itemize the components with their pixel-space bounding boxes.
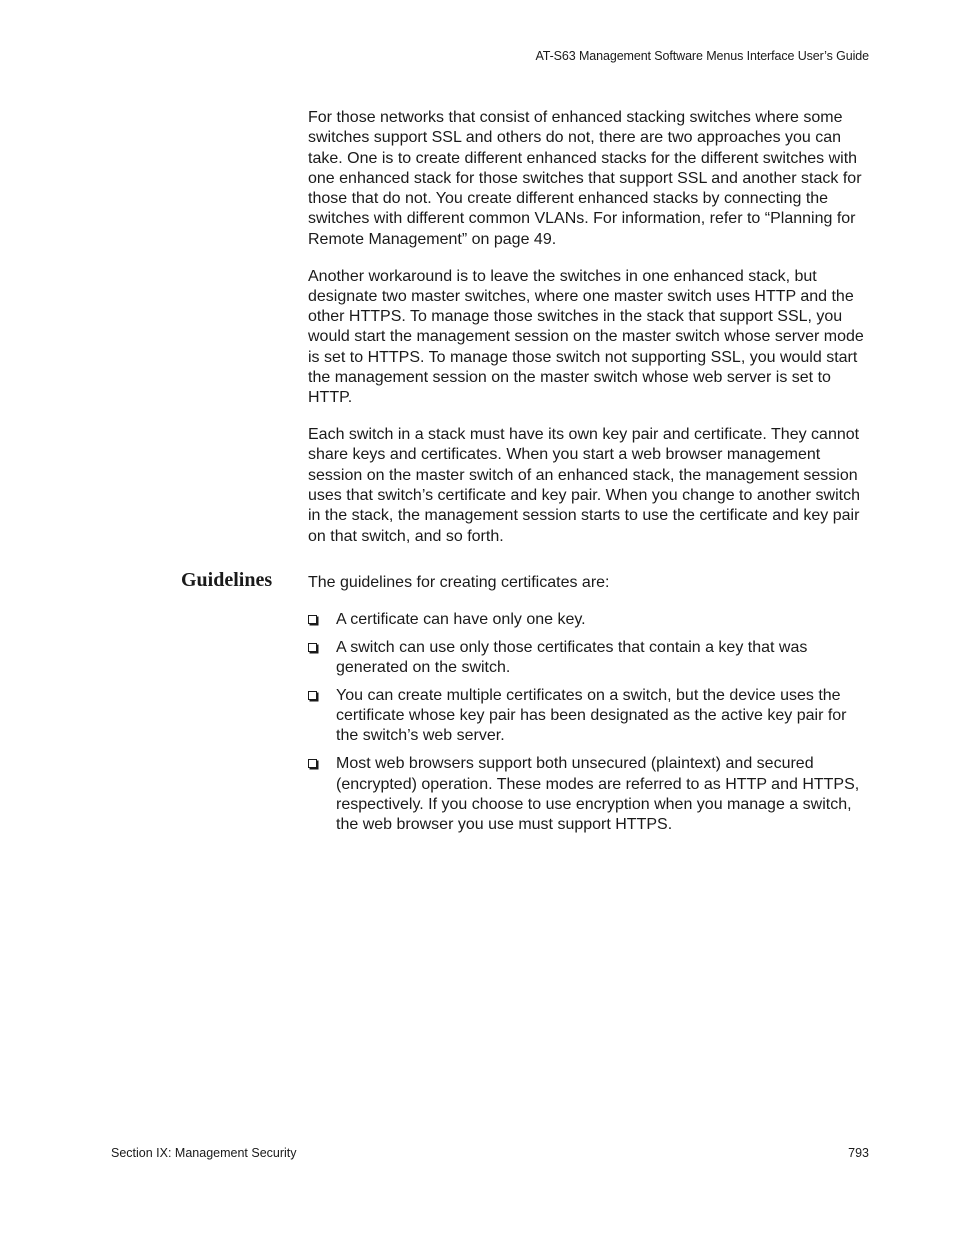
list-item-text: Most web browsers support both unsecured (plaintext) and secured (encrypted) operation. These modes are referred to as HTTP and HTTPS, respectively. If you choose to use encryption when you manage a switch, the web browser you use must support HTTPS. [336,755,860,834]
footer-page-number: 793 [848,1146,869,1160]
paragraph-ssl-approaches: For those networks that consist of enhanced stacking switches where some switches support SSL and others do not, there are two approaches you can take. One is to create different enhanced stacks for the different switches with one enhanced stack for those switches that support SSL and another stack for those that do not. You create different enhanced stacks by connecting the switches with different common VLANs. For information, refer to “Planning for Remote Management” on page 49. [308,109,862,248]
checkbox-bullet-icon [308,691,317,700]
guidelines-list [308,610,870,843]
list-item [308,638,870,679]
checkbox-bullet-icon [308,615,317,624]
list-item-text: You can create multiple certificates on a switch, but the device uses the certificate whose key pair has been designated as the active key pair for the switch’s web server. [336,686,847,745]
paragraph-workaround: Another workaround is to leave the switches in one enhanced stack, but designate two master switches, where one master switch uses HTTP and the other HTTPS. To manage those switches in the stack that support SSL, you would start the management session on the master switch whose server mode is set to HTTPS. To manage those switch not supporting SSL, you would start the management session on the master switch whose web server is set to HTTP. [308,267,864,407]
section-heading-guidelines: Guidelines [181,569,273,591]
footer-section: Section IX: Management Security [111,1146,297,1160]
body-text [308,108,870,563]
list-item [308,754,870,835]
list-item [308,610,870,630]
list-item-text: A switch can use only those certificates that contain a key that was generated on the switch. [336,638,808,677]
checkbox-bullet-icon [308,643,317,652]
paragraph-key-pair: Each switch in a stack must have its own key pair and certificate. They cannot share keys and certificates. When you start a web browser management session on the master switch of an enhanced stack, the management session uses that switch’s certificate and key pair. When you change to another switch in the stack, the management session starts to use the certificate and key pair on that switch, and so forth. [308,426,860,545]
running-header: AT-S63 Management Software Menus Interface User’s Guide [535,49,869,63]
list-item [308,686,870,747]
checkbox-bullet-icon [308,759,317,768]
guidelines-intro: The guidelines for creating certificates are: [308,574,610,591]
list-item-text: A certificate can have only one key. [336,611,586,628]
